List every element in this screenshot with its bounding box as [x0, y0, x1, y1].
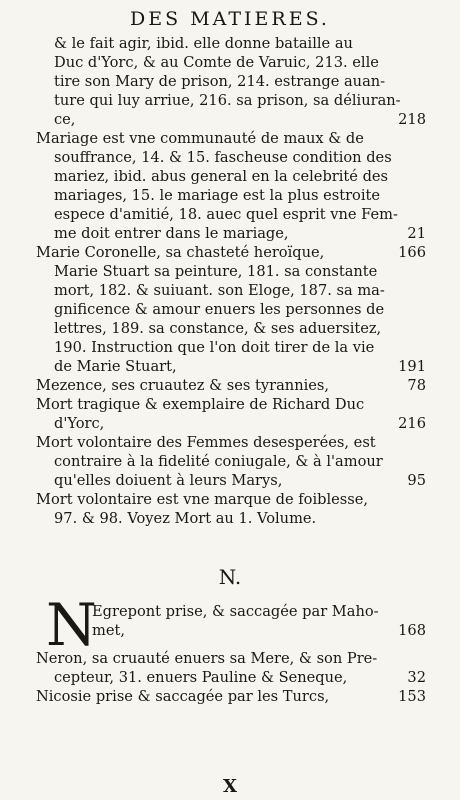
index-entry: Neron, sa cruauté enuers sa Mere, & son Pre-: [36, 650, 378, 667]
index-line: lettres, 189. sa constance, & ses aduersitez,: [54, 320, 382, 337]
index-line: ce,: [54, 111, 76, 128]
signature-mark: X: [223, 776, 237, 797]
page-reference: 78: [407, 377, 426, 394]
index-line: Duc d'Yorc, & au Comte de Varuic, 213. elle: [54, 54, 379, 71]
index-line: cepteur, 31. enuers Pauline & Seneque,: [54, 669, 348, 686]
index-entry: Marie Coronelle, sa chasteté heroïque,: [36, 244, 325, 261]
page-reference: 168: [398, 622, 426, 639]
index-entry: Egrepont prise, & saccagée par Maho-: [92, 603, 379, 620]
section-letter: N.: [218, 565, 242, 589]
index-entry: Mort volontaire des Femmes desesperées, est: [36, 434, 376, 451]
index-line: mariages, 15. le mariage est la plus estroite: [54, 187, 381, 204]
page-header: DES MATIERES.: [130, 8, 330, 30]
index-line: mort, 182. & suiuant. son Eloge, 187. sa ma-: [54, 282, 385, 299]
index-line: espece d'amitié, 18. auec quel esprit vne Fem-: [54, 206, 398, 223]
index-entry: Mariage est vne communauté de maux & de: [36, 130, 364, 147]
index-line: gnificence & amour enuers les personnes de: [54, 301, 385, 318]
index-line: 190. Instruction que l'on doit tirer de la vie: [54, 339, 375, 356]
page-reference: 21: [407, 225, 426, 242]
index-line: me doit entrer dans le mariage,: [54, 225, 289, 242]
index-entry: Mort volontaire est vne marque de foiblesse,: [36, 491, 369, 508]
page-reference: 153: [398, 688, 426, 705]
index-entry: Mort tragique & exemplaire de Richard Duc: [36, 396, 365, 413]
page-reference: 95: [407, 472, 426, 489]
page-reference: 191: [398, 358, 426, 375]
index-entry: Marie Stuart sa peinture, 181. sa constante: [54, 263, 378, 280]
page-reference: 166: [398, 244, 426, 261]
index-line: ture qui luy arriue, 216. sa prison, sa déliuran-: [54, 92, 401, 109]
page-reference: 216: [398, 415, 426, 432]
index-entry: Nicosie prise & saccagée par les Turcs,: [36, 688, 330, 705]
index-line: de Marie Stuart,: [54, 358, 177, 375]
index-entry: Mezence, ses cruautez & ses tyrannies,: [36, 377, 330, 394]
index-line: met,: [92, 622, 125, 639]
page-reference: 218: [398, 111, 426, 128]
index-line: d'Yorc,: [54, 415, 105, 432]
index-line: mariez, ibid. abus general en la celebrité des: [54, 168, 389, 185]
index-line: qu'elles doiuent à leurs Marys,: [54, 472, 283, 489]
index-line: tire son Mary de prison, 214. estrange auan-: [54, 73, 386, 90]
drop-cap: N: [46, 591, 97, 659]
index-line: souffrance, 14. & 15. fascheuse condition des: [54, 149, 392, 166]
index-line: contraire à la fidelité coniugale, & à l'amour: [54, 453, 383, 470]
index-line: & le fait agir, ibid. elle donne bataille au: [54, 35, 353, 52]
index-line: 97. & 98. Voyez Mort au 1. Volume.: [54, 510, 317, 527]
page-reference: 32: [407, 669, 426, 686]
